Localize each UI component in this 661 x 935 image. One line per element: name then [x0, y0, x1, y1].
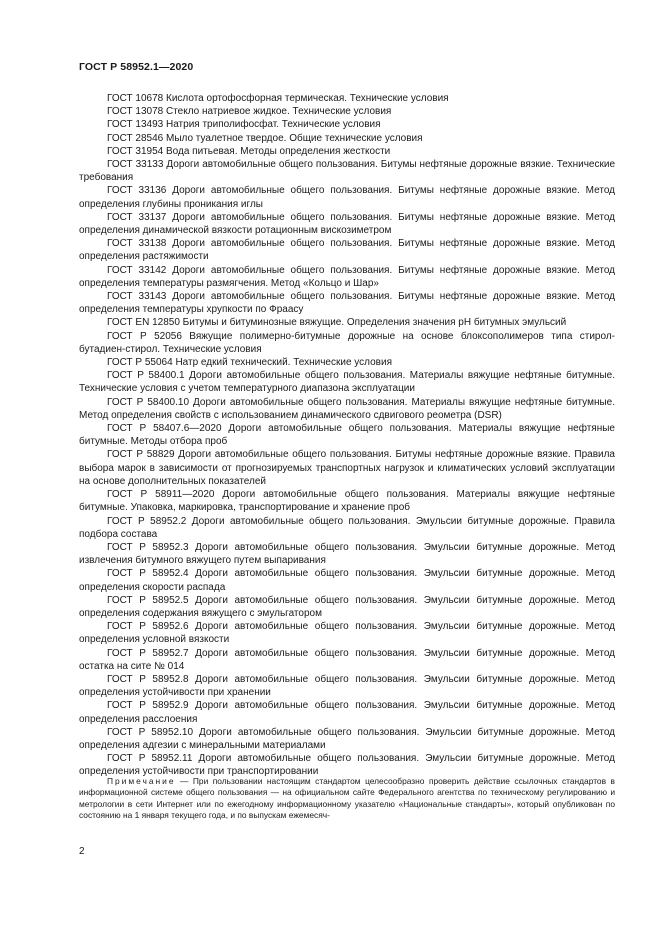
reference-item: ГОСТ 33133 Дороги автомобильные общего пользования. Битумы нефтяные дорожные вязкие. Технические требования [79, 159, 615, 184]
reference-item: ГОСТ Р 58952.7 Дороги автомобильные общего пользования. Эмульсии битумные дорожные. Метод остатка на сите № 014 [79, 647, 615, 672]
note-label: Примечание [107, 776, 176, 786]
reference-item: ГОСТ Р 58952.5 Дороги автомобильные общего пользования. Эмульсии битумные дорожные. Метод определения содержания вяжущего с эмульгатором [79, 594, 615, 619]
reference-item: ГОСТ Р 58952.11 Дороги автомобильные общего пользования. Эмульсии битумные дорожные. Метод определения устойчивости при транспортировании [79, 753, 615, 778]
page-number: 2 [79, 846, 85, 857]
note-paragraph [79, 776, 615, 822]
reference-item: ГОСТ Р 58952.10 Дороги автомобильные общего пользования. Эмульсии битумные дорожные. Метод определения адгезии с минеральными материалами [79, 726, 615, 751]
reference-item: ГОСТ 33138 Дороги автомобильные общего пользования. Битумы нефтяные дорожные вязкие. Метод определения растяжимости [79, 238, 615, 263]
reference-item: ГОСТ 33143 Дороги автомобильные общего пользования. Битумы нефтяные дорожные вязкие. Метод определения температуры хрупкости по Фраасу [79, 291, 615, 316]
reference-item: ГОСТ Р 58952.9 Дороги автомобильные общего пользования. Эмульсии битумные дорожные. Метод определения расслоения [79, 700, 615, 725]
reference-item: ГОСТ 31954 Вода питьевая. Методы определения жесткости [107, 145, 391, 157]
reference-item: ГОСТ Р 58911—2020 Дороги автомобильные общего пользования. Материалы вяжущие нефтяные битумные. Упаковка, маркировка, транспортирование и хранение проб [79, 489, 615, 514]
reference-item: ГОСТ Р 52056 Вяжущие полимерно-битумные дорожные на основе блоксополимеров типа стирол-бутадиен-стирол. Технические условия [79, 330, 615, 355]
reference-item: ГОСТ EN 12850 Битумы и битуминозные вяжущие. Определения значения pH битумных эмульсий [107, 317, 567, 329]
note-block [79, 776, 615, 822]
reference-item: ГОСТ Р 58407.6—2020 Дороги автомобильные общего пользования. Материалы вяжущие нефтяные битумные. Методы отбора проб [79, 423, 615, 448]
note-body: — При пользовании настоящим стандартом целесообразно проверить действие ссылочных стандартов в информационной системе общего пользования — на официальном сайте Федерального агентства по техническому регулированию и метрологии в сети Интернет или по ежегодному информационному указателю «Национальные стандарты», который опубликован по состоянию на 1 января текущего года, и по выпускам ежемесяч- [79, 776, 615, 821]
reference-item: ГОСТ Р 58400.10 Дороги автомобильные общего пользования. Материалы вяжущие нефтяные битумные. Метод определения свойств с использованием динамического сдвигового реометра (DSR) [79, 396, 615, 421]
normative-references-list [79, 92, 615, 779]
reference-item: ГОСТ 33137 Дороги автомобильные общего пользования. Битумы нефтяные дорожные вязкие. Метод определения динамической вязкости ротационным вискозиметром [79, 211, 615, 237]
reference-item: ГОСТ Р 58400.1 Дороги автомобильные общего пользования. Материалы вяжущие нефтяные битумные. Технические условия с учетом температурного диапазона эксплуатации [79, 370, 615, 395]
reference-item: ГОСТ Р 58952.6 Дороги автомобильные общего пользования. Эмульсии битумные дорожные. Метод определения условной вязкости [79, 621, 615, 646]
reference-item: ГОСТ 10678 Кислота ортофосфорная термическая. Технические условия [107, 93, 449, 104]
reference-item: ГОСТ Р 55064 Натр едкий технический. Технические условия [107, 357, 392, 369]
reference-item: ГОСТ Р 58952.8 Дороги автомобильные общего пользования. Эмульсии битумные дорожные. Метод определения устойчивости при хранении [79, 673, 615, 699]
reference-item: ГОСТ 13078 Стекло натриевое жидкое. Технические условия [107, 106, 392, 118]
page-header: ГОСТ Р 58952.1—2020 [79, 61, 194, 73]
reference-item: ГОСТ Р 58952.3 Дороги автомобильные общего пользования. Эмульсии битумные дорожные. Метод извлечения битумного вяжущего путем выпаривания [79, 541, 615, 567]
reference-item: ГОСТ 33136 Дороги автомобильные общего пользования. Битумы нефтяные дорожные вязкие. Метод определения глубины проникания иглы [79, 185, 615, 210]
reference-item: ГОСТ 28546 Мыло туалетное твердое. Общие технические условия [107, 132, 423, 144]
reference-item: ГОСТ 33142 Дороги автомобильные общего пользования. Битумы нефтяные дорожные вязкие. Метод определения температуры размягчения. Метод «Кольцо и Шар» [79, 264, 615, 289]
reference-item: ГОСТ Р 58829 Дороги автомобильные общего пользования. Битумы нефтяные дорожные вязкие. Правила выбора марок в зависимости от прогнозируемых транспортных нагрузок и климатических условий эксплуатации на основе дополнительных показателей [79, 449, 615, 487]
reference-item: ГОСТ Р 58952.4 Дороги автомобильные общего пользования. Эмульсии битумные дорожные. Метод определения скорости распада [79, 568, 615, 593]
reference-item: ГОСТ Р 58952.2 Дороги автомобильные общего пользования. Эмульсии битумные дорожные. Правила подбора состава [79, 515, 615, 540]
reference-item: ГОСТ 13493 Натрия триполифосфат. Технические условия [107, 119, 381, 131]
